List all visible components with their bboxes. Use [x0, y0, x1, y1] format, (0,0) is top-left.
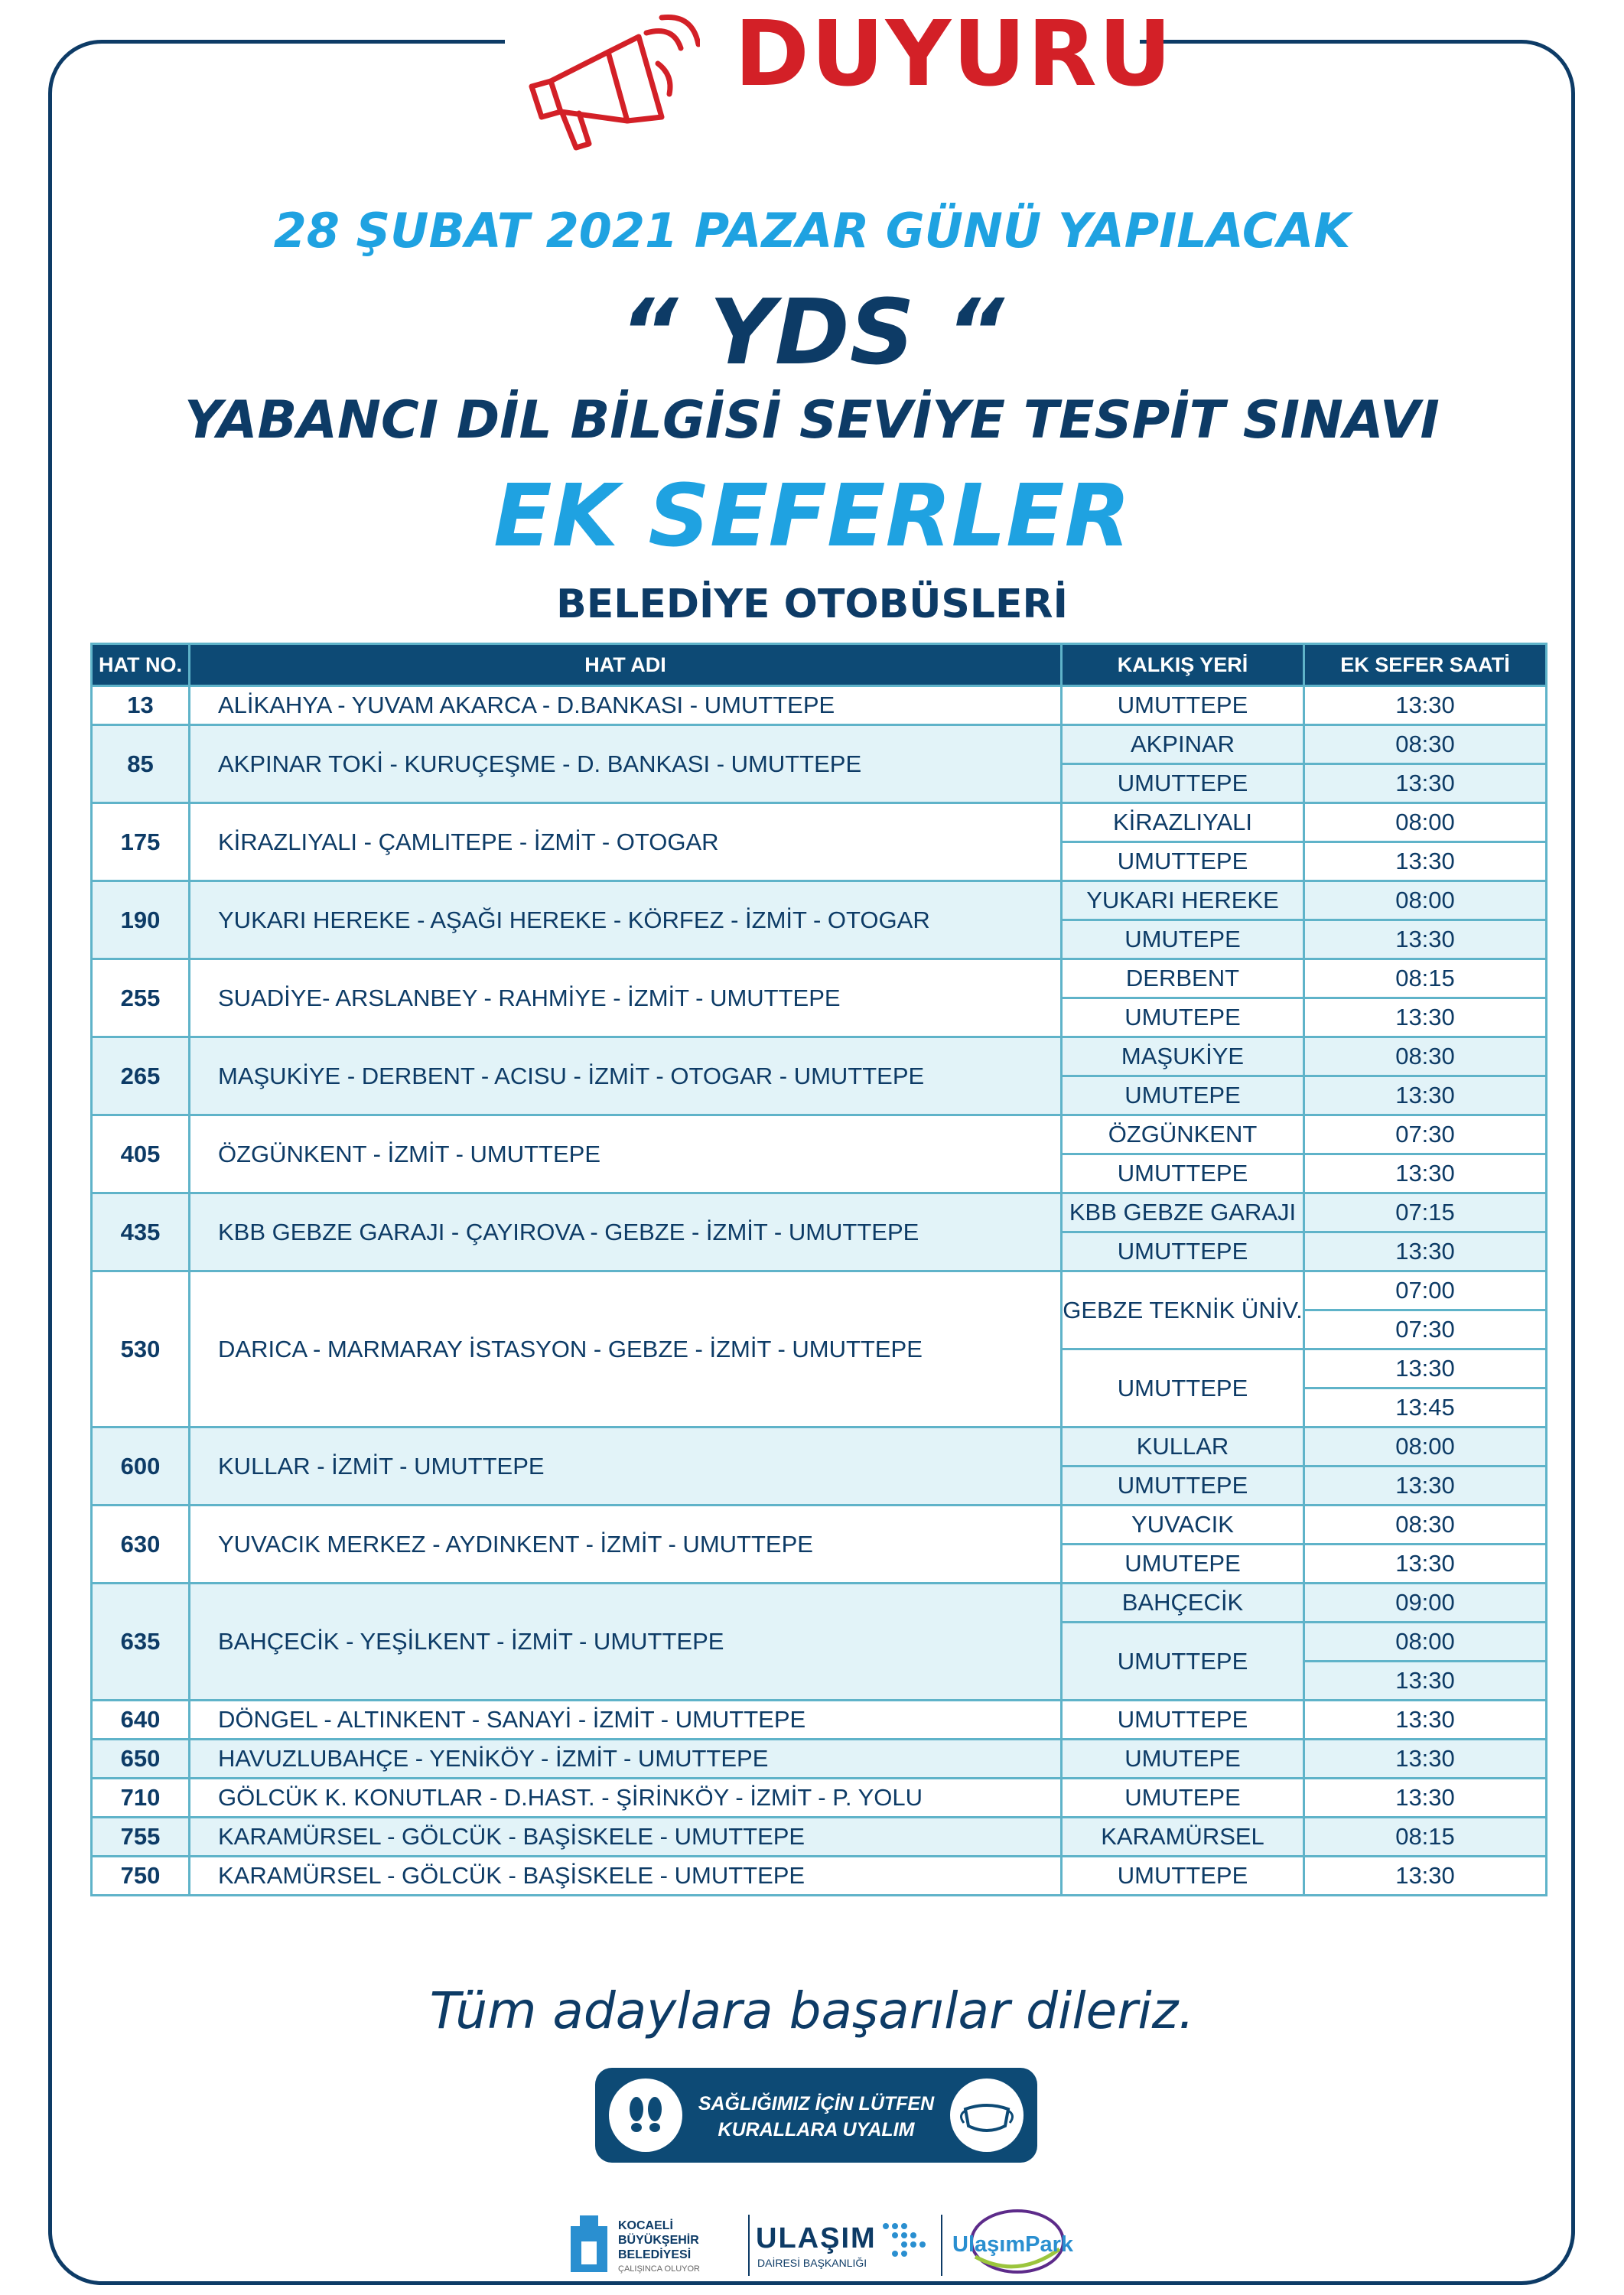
departure-time: 13:30 [1304, 1857, 1547, 1896]
table-row [92, 1271, 1547, 1310]
table-row [92, 881, 1547, 920]
line-number: 13 [92, 686, 190, 725]
ulasim-logo [756, 2203, 939, 2287]
departure-time: 13:30 [1304, 1740, 1547, 1779]
routes-table [90, 643, 1548, 1896]
departure-point: AKPINAR [1062, 725, 1304, 764]
col-header-extra-time: EK SEFER SAATİ [1304, 644, 1547, 686]
line-name: KULLAR - İZMİT - UMUTTEPE [190, 1427, 1062, 1506]
line-number: 530 [92, 1271, 190, 1427]
line-name: MAŞUKİYE - DERBENT - ACISU - İZMİT - OTOGAR - UMUTTEPE [190, 1037, 1062, 1115]
line-number: 190 [92, 881, 190, 959]
table-row [92, 1857, 1547, 1896]
departure-time: 08:00 [1304, 803, 1547, 842]
line-name: YUVACIK MERKEZ - AYDINKENT - İZMİT - UMUTTEPE [190, 1506, 1062, 1584]
departure-time: 08:00 [1304, 881, 1547, 920]
table-row [92, 1818, 1547, 1857]
departure-time: 08:00 [1304, 1623, 1547, 1662]
departure-point: UMUTEPE [1062, 1779, 1304, 1818]
departure-point: ÖZGÜNKENT [1062, 1115, 1304, 1154]
departure-point: KİRAZLIYALI [1062, 803, 1304, 842]
line-name: ÖZGÜNKENT - İZMİT - UMUTTEPE [190, 1115, 1062, 1193]
departure-time: 13:30 [1304, 998, 1547, 1037]
departure-point: DERBENT [1062, 959, 1304, 998]
table-header-row [92, 644, 1547, 686]
mask-icon [950, 2079, 1024, 2152]
departure-time: 13:30 [1304, 686, 1547, 725]
exam-short-name: “ YDS “ [620, 279, 1004, 385]
departure-point: UMUTTEPE [1062, 1467, 1304, 1506]
departure-time: 08:15 [1304, 959, 1547, 998]
table-row [92, 1779, 1547, 1818]
logo-divider-2 [941, 2215, 942, 2276]
line-name: HAVUZLUBAHÇE - YENİKÖY - İZMİT - UMUTTEPE [190, 1740, 1062, 1779]
exam-full-name: YABANCI DİL BİLGİSİ SEVİYE TESPİT SINAVI [184, 390, 1440, 451]
line-number: 600 [92, 1427, 190, 1506]
col-header-line-name: HAT ADI [190, 644, 1062, 686]
departure-point: UMUTTEPE [1062, 1232, 1304, 1271]
health-line-1: SAĞLIĞIMIZ İÇİN LÜTFEN [698, 2093, 935, 2114]
departure-time: 13:30 [1304, 1467, 1547, 1506]
departure-point: UMUTTEPE [1062, 1623, 1304, 1701]
departure-time: 09:00 [1304, 1584, 1547, 1623]
table-row [92, 803, 1547, 842]
departure-time: 08:15 [1304, 1818, 1547, 1857]
health-banner [595, 2068, 1037, 2163]
departure-point: UMUTTEPE [1062, 1857, 1304, 1896]
ulasim-title: ULAŞIM [756, 2222, 877, 2254]
kbb-line-2: BÜYÜKŞEHİR [618, 2234, 699, 2247]
departure-point: UMUTEPE [1062, 1545, 1304, 1584]
table-row [92, 1740, 1547, 1779]
departure-point: UMUTTEPE [1062, 764, 1304, 803]
footer-logos [0, 2203, 1624, 2287]
megaphone-icon [516, 6, 700, 151]
line-number: 710 [92, 1779, 190, 1818]
line-number: 405 [92, 1115, 190, 1193]
departure-point: GEBZE TEKNİK ÜNİV. [1062, 1271, 1304, 1349]
departure-time: 07:30 [1304, 1115, 1547, 1154]
departure-point: YUVACIK [1062, 1506, 1304, 1545]
line-name: KARAMÜRSEL - GÖLCÜK - BAŞİSKELE - UMUTTEPE [190, 1857, 1062, 1896]
kbb-text [618, 2218, 700, 2277]
departure-time: 07:30 [1304, 1310, 1547, 1349]
table-row [92, 1506, 1547, 1545]
departure-time: 13:30 [1304, 920, 1547, 959]
departure-time: 08:30 [1304, 1506, 1547, 1545]
departure-time: 13:45 [1304, 1388, 1547, 1427]
ulasimpark-logo [945, 2203, 1082, 2287]
line-number: 755 [92, 1818, 190, 1857]
departure-time: 08:00 [1304, 1427, 1547, 1467]
departure-time: 08:30 [1304, 725, 1547, 764]
line-number: 175 [92, 803, 190, 881]
departure-time: 08:30 [1304, 1037, 1547, 1076]
departure-point: MAŞUKİYE [1062, 1037, 1304, 1076]
table-row [92, 959, 1547, 998]
line-name: KARAMÜRSEL - GÖLCÜK - BAŞİSKELE - UMUTTEPE [190, 1818, 1062, 1857]
departure-time: 13:30 [1304, 1701, 1547, 1740]
line-number: 635 [92, 1584, 190, 1701]
departure-point: UMUTEPE [1062, 1076, 1304, 1115]
departure-time: 13:30 [1304, 1662, 1547, 1701]
line-number: 750 [92, 1857, 190, 1896]
section-title: BELEDİYE OTOBÜSLERİ [556, 581, 1068, 627]
ulasimpark-text: UlaşımPark [952, 2232, 1073, 2257]
line-name: DÖNGEL - ALTINKENT - SANAYİ - İZMİT - UMUTTEPE [190, 1701, 1062, 1740]
departure-time: 13:30 [1304, 1154, 1547, 1193]
announcement-title: DUYURU [734, 1, 1173, 106]
col-header-line-no: HAT NO. [92, 644, 190, 686]
departure-point: UMUTTEPE [1062, 1154, 1304, 1193]
departure-time: 13:30 [1304, 842, 1547, 881]
departure-point: UMUTTEPE [1062, 1701, 1304, 1740]
line-name: SUADİYE- ARSLANBEY - RAHMİYE - İZMİT - UMUTTEPE [190, 959, 1062, 1037]
departure-point: BAHÇECİK [1062, 1584, 1304, 1623]
line-number: 640 [92, 1701, 190, 1740]
kbb-emblem-icon [565, 2211, 613, 2280]
departure-point: UMUTTEPE [1062, 1349, 1304, 1427]
table-row [92, 1701, 1547, 1740]
line-number: 255 [92, 959, 190, 1037]
kbb-logo [565, 2203, 748, 2287]
table-row [92, 1037, 1547, 1076]
kbb-line-3: BELEDİYESİ [618, 2248, 692, 2261]
departure-point: UMUTEPE [1062, 998, 1304, 1037]
departure-point: YUKARI HEREKE [1062, 881, 1304, 920]
departure-time: 13:30 [1304, 1545, 1547, 1584]
table-row [92, 686, 1547, 725]
ulasim-dots-icon [878, 2218, 932, 2264]
health-line-2: KURALLARA UYALIM [718, 2119, 915, 2140]
departure-point: UMUTEPE [1062, 1740, 1304, 1779]
line-number: 435 [92, 1193, 190, 1271]
departure-point: KULLAR [1062, 1427, 1304, 1467]
departure-time: 07:00 [1304, 1271, 1547, 1310]
line-name: KBB GEBZE GARAJI - ÇAYIROVA - GEBZE - İZMİT - UMUTTEPE [190, 1193, 1062, 1271]
ulasim-subtitle: DAİRESİ BAŞKANLIĞI [757, 2257, 867, 2269]
departure-time: 13:30 [1304, 764, 1547, 803]
line-name: DARICA - MARMARAY İSTASYON - GEBZE - İZMİT - UMUTTEPE [190, 1271, 1062, 1427]
line-number: 265 [92, 1037, 190, 1115]
departure-time: 13:30 [1304, 1779, 1547, 1818]
table-row [92, 1115, 1547, 1154]
table-row [92, 1427, 1547, 1467]
health-text [695, 2091, 938, 2143]
line-name: KİRAZLIYALI - ÇAMLITEPE - İZMİT - OTOGAR [190, 803, 1062, 881]
kbb-line-1: KOCAELİ [618, 2219, 673, 2232]
departure-time: 07:15 [1304, 1193, 1547, 1232]
logo-divider [748, 2215, 750, 2276]
footprints-icon [609, 2079, 682, 2152]
exam-date: 28 ŞUBAT 2021 PAZAR GÜNÜ YAPILACAK [273, 203, 1351, 259]
line-number: 85 [92, 725, 190, 803]
col-header-departure: KALKIŞ YERİ [1062, 644, 1304, 686]
wish-text: Tüm adaylara başarılar dileriz. [429, 1981, 1195, 2040]
departure-time: 13:30 [1304, 1232, 1547, 1271]
line-name: GÖLCÜK K. KONUTLAR - D.HAST. - ŞİRİNKÖY - İZMİT - P. YOLU [190, 1779, 1062, 1818]
line-name: AKPINAR TOKİ - KURUÇEŞME - D. BANKASI - UMUTTEPE [190, 725, 1062, 803]
departure-point: UMUTTEPE [1062, 842, 1304, 881]
departure-point: UMUTEPE [1062, 920, 1304, 959]
kbb-slogan: ÇALIŞINCA OLUYOR [618, 2264, 700, 2274]
departure-time: 13:30 [1304, 1349, 1547, 1388]
table-row [92, 1584, 1547, 1623]
headline: EK SEFERLER [493, 467, 1131, 566]
departure-point: UMUTTEPE [1062, 686, 1304, 725]
departure-point: KBB GEBZE GARAJI [1062, 1193, 1304, 1232]
line-name: YUKARI HEREKE - AŞAĞI HEREKE - KÖRFEZ - İZMİT - OTOGAR [190, 881, 1062, 959]
table-row [92, 725, 1547, 764]
line-name: ALİKAHYA - YUVAM AKARCA - D.BANKASI - UMUTTEPE [190, 686, 1062, 725]
departure-time: 13:30 [1304, 1076, 1547, 1115]
line-number: 650 [92, 1740, 190, 1779]
departure-point: KARAMÜRSEL [1062, 1818, 1304, 1857]
line-number: 630 [92, 1506, 190, 1584]
table-row [92, 1193, 1547, 1232]
line-name: BAHÇECİK - YEŞİLKENT - İZMİT - UMUTTEPE [190, 1584, 1062, 1701]
